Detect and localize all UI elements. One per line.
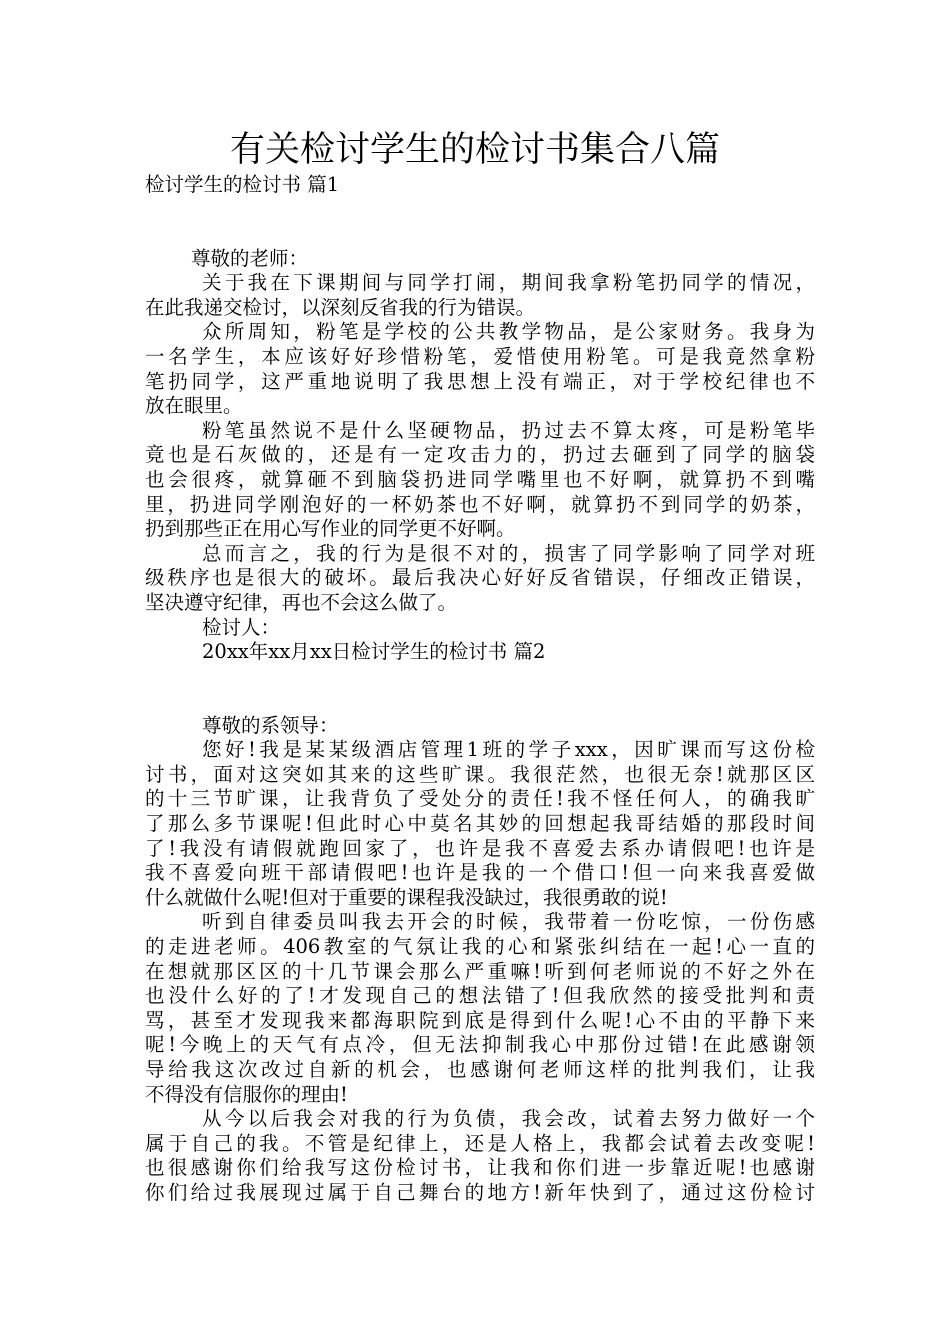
document-body xyxy=(145,173,815,1206)
paragraph-line: 放在眼里。 xyxy=(145,394,243,418)
paragraph-line: 您好!我是某某级酒店管理1班的学子xxx，因旷课而写这份检 xyxy=(202,738,815,762)
paragraph-line: 里，扔进同学刚泡好的一杯奶茶也不好啊，就算扔不到同学的奶茶， xyxy=(145,492,815,516)
paragraph-5 xyxy=(145,738,815,910)
paragraph-line: 骂，甚至才发现我来都海职院到底是得到什么呢!心不由的平静下来 xyxy=(145,1008,815,1032)
salutation: 尊敬的系领导： xyxy=(202,713,339,737)
paragraph-line: 扔到那些正在用心写作业的同学更不好啊。 xyxy=(145,517,516,541)
paragraph-2 xyxy=(145,320,815,418)
paragraph-line: 级秩序也是很大的破坏。最后我决心好好反省错误，仔细改正错误， xyxy=(145,566,815,590)
paragraph-line: 也很感谢你们给我写这份检讨书，让我和你们进一步靠近呢!也感谢 xyxy=(145,1156,815,1180)
paragraph-line: 讨书，面对这突如其来的这些旷课。我很茫然，也很无奈!就那区区 xyxy=(145,762,815,786)
document-title: 有关检讨学生的检讨书集合八篇 xyxy=(229,130,720,170)
paragraph-line: 不得没有信服你的理由! xyxy=(145,1082,348,1106)
paragraph-6 xyxy=(145,910,815,1107)
paragraph-line: 从今以后我会对我的行为负债，我会改，试着去努力做好一个 xyxy=(202,1107,815,1131)
paragraph-line: 坚决遵守纪律，再也不会这么做了。 xyxy=(145,590,458,614)
paragraph-line: 你们给过我展现过属于自己舞台的地方!新年快到了，通过这份检讨 xyxy=(145,1180,815,1204)
paragraph-line: 粉笔虽然说不是什么坚硬物品，扔过去不算太疼，可是粉笔毕 xyxy=(202,418,815,442)
salutation: 尊敬的老师： xyxy=(191,246,309,270)
paragraph-line: 竟也是石灰做的，还是有一定攻击力的，扔过去砸到了同学的脑袋 xyxy=(145,443,815,467)
date-and-section-heading: 20xx年xx月xx日检讨学生的检讨书 篇2 xyxy=(202,640,546,664)
section-heading: 检讨学生的检讨书 篇1 xyxy=(145,173,340,196)
paragraph-line: 呢!今晚上的天气有点冷，但无法抑制我心中那份过错!在此感谢领 xyxy=(145,1033,815,1057)
paragraph-line: 在想就那区区的十几节课会那么严重嘛!听到何老师说的不好之外在 xyxy=(145,959,815,983)
spacer xyxy=(145,198,815,247)
paragraph-line: 什么就做什么呢!但对于重要的课程我没缺过，我很勇敢的说! xyxy=(145,885,668,909)
paragraph-line: 了那么多节课呢!但此时心中莫名其妙的回想起我哥结婚的那段时间 xyxy=(145,812,815,836)
paragraph-3 xyxy=(145,419,815,542)
paragraph-4 xyxy=(145,542,815,616)
paragraph-line: 导给我这次改过自新的机会，也感谢何老师这样的批判我们，让我 xyxy=(145,1058,815,1081)
paragraph-line: 的走进老师。406教室的气氛让我的心和紧张纠结在一起!心一直的 xyxy=(145,935,815,959)
paragraph-line: 在此我递交检讨，以深刻反省我的行为错误。 xyxy=(145,295,536,319)
paragraph-line: 的十三节旷课，让我背负了受处分的责任!我不怪任何人，的确我旷 xyxy=(145,787,815,811)
paragraph-line: 关于我在下课期间与同学打闹，期间我拿粉笔扔同学的情况， xyxy=(202,271,815,295)
signer-label: 检讨人： xyxy=(202,615,281,639)
paragraph-line: 一名学生，本应该好好珍惜粉笔，爱惜使用粉笔。可是我竟然拿粉 xyxy=(145,344,815,368)
paragraph-line: 了!我没有请假就跑回家了，也许是我不喜爱去系办请假吧!也许是 xyxy=(145,836,815,860)
paragraph-line: 笔扔同学，这严重地说明了我思想上没有端正，对于学校纪律也不 xyxy=(145,369,815,393)
paragraph-line: 听到自律委员叫我去开会的时候，我带着一份吃惊，一份伤感 xyxy=(202,910,815,934)
paragraph-line: 属于自己的我。不管是纪律上，还是人格上，我都会试着去改变呢! xyxy=(145,1131,815,1155)
paragraph-line: 总而言之，我的行为是很不对的，损害了同学影响了同学对班 xyxy=(202,541,815,565)
spacer xyxy=(145,665,815,714)
paragraph-line: 也会很疼，就算砸不到脑袋扔进同学嘴里也不好啊，就算扔不到嘴 xyxy=(145,467,815,491)
paragraph-line: 我不喜爱向班干部请假吧!也许是我的一个借口!但一向来我喜爱做 xyxy=(145,861,815,885)
paragraph-line: 也没什么好的了!才发现自己的想法错了!但我欣然的接受批判和责 xyxy=(145,984,815,1008)
paragraph-line: 众所周知，粉笔是学校的公共教学物品，是公家财务。我身为 xyxy=(202,320,815,344)
paragraph-1 xyxy=(145,271,815,320)
paragraph-7 xyxy=(145,1107,815,1205)
